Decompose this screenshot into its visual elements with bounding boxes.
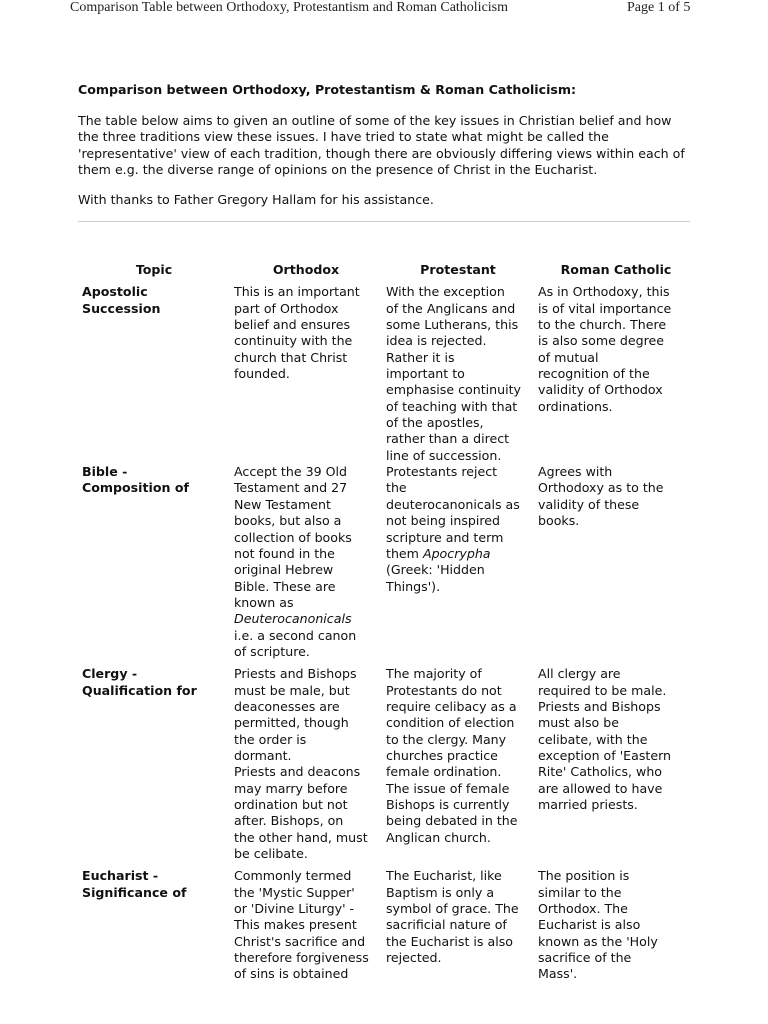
cell-line: is of vital importance <box>538 300 672 316</box>
cell-topic <box>78 666 230 868</box>
cell-line: celibate, with the <box>538 731 648 747</box>
cell-line: required to be male. <box>538 682 667 698</box>
header-topic: Topic <box>135 262 173 277</box>
cell-line: Agrees with <box>538 464 613 480</box>
comparison-table <box>78 262 698 989</box>
header-protestant: Protestant <box>420 262 496 277</box>
cell-line: part of Orthodox <box>234 300 339 316</box>
table-header-row <box>78 262 698 284</box>
cell-line: The Eucharist, like <box>386 868 502 884</box>
cell-line: not being inspired <box>386 513 501 529</box>
cell-line: All clergy are <box>538 666 621 682</box>
cell-line: validity of these <box>538 496 640 512</box>
cell-line: Rather it is <box>386 349 455 365</box>
cell-line: Anglican church. <box>386 829 491 845</box>
cell-line: Composition of <box>82 480 189 496</box>
cell-line: symbol of grace. The <box>386 901 519 917</box>
header-roman-catholic: Roman Catholic <box>560 262 672 277</box>
cell-line: books, but also a <box>234 513 342 529</box>
cell-orthodox <box>230 464 382 666</box>
cell-line: the Eucharist is also <box>386 933 513 949</box>
cell-line: idea is rejected. <box>386 333 487 349</box>
cell-line: sacrifice of the <box>538 950 632 966</box>
cell-line: church that Christ <box>234 349 348 365</box>
cell-line: the order is <box>234 731 307 747</box>
cell-line: the other hand, must <box>234 829 368 845</box>
page-header <box>0 0 768 22</box>
cell-line: or 'Divine Liturgy' - <box>234 901 355 917</box>
cell-line: to the church. There <box>538 317 667 333</box>
cell-line: continuity with the <box>234 333 353 349</box>
cell-line: are allowed to have <box>538 780 663 796</box>
cell-line: similar to the <box>538 884 622 900</box>
cell-line: Protestants reject <box>386 464 498 480</box>
cell-topic <box>78 868 230 988</box>
cell-line: Testament and 27 <box>234 480 348 496</box>
cell-line: them Apocrypha <box>386 545 491 561</box>
cell-orthodox <box>230 666 382 868</box>
cell-line: Priests and Bishops <box>234 666 357 682</box>
cell-line: This makes present <box>234 917 357 933</box>
cell-line: The issue of female <box>386 780 510 796</box>
cell-protestant <box>382 284 534 464</box>
cell-line: Significance of <box>82 884 187 900</box>
cell-line: of the apostles, <box>386 415 484 431</box>
cell-line: of sins is obtained <box>234 966 349 982</box>
cell-line: Eucharist - <box>82 868 159 884</box>
cell-line: some Lutherans, this <box>386 317 519 333</box>
cell-line: of scripture. <box>234 643 310 659</box>
cell-line: (Greek: 'Hidden <box>386 562 485 578</box>
cell-line: known as the 'Holy <box>538 933 658 949</box>
cell-orthodox <box>230 868 382 988</box>
cell-line: is also some degree <box>538 333 664 349</box>
cell-line: Qualification for <box>82 682 197 698</box>
cell-line: deaconesses are <box>234 698 340 714</box>
cell-line: Things'). <box>386 578 441 594</box>
cell-line: of teaching with that <box>386 398 518 414</box>
cell-line: Rite' Catholics, who <box>538 764 663 780</box>
cell-line: Bible. These are <box>234 578 336 594</box>
cell-line: Baptism is only a <box>386 884 495 900</box>
cell-line: With the exception <box>386 284 505 300</box>
cell-line: of mutual <box>538 349 599 365</box>
cell-line: rejected. <box>386 950 442 966</box>
cell-orthodox <box>230 284 382 464</box>
document-body <box>78 82 690 222</box>
cell-line: condition of election <box>386 715 515 731</box>
cell-line: not found in the <box>234 545 335 561</box>
cell-line: ordinations. <box>538 398 613 414</box>
cell-line: Protestants do not <box>386 682 502 698</box>
cell-topic <box>78 284 230 464</box>
cell-line: belief and ensures <box>234 317 351 333</box>
cell-line: Deuterocanonicals <box>234 611 352 627</box>
cell-line: permitted, though <box>234 715 349 731</box>
cell-line: of the Anglicans and <box>386 300 516 316</box>
cell-line: require celibacy as a <box>386 698 517 714</box>
cell-line: founded. <box>234 366 290 382</box>
divider <box>78 221 690 222</box>
cell-line: be celibate. <box>234 846 308 862</box>
cell-catholic <box>534 464 698 666</box>
cell-line: the 'Mystic Supper' <box>234 884 355 900</box>
cell-catholic <box>534 666 698 868</box>
cell-line: Bishops is currently <box>386 797 510 812</box>
cell-line: may marry before <box>234 780 348 796</box>
cell-line: books. <box>538 513 580 529</box>
cell-line: rather than a direct <box>386 431 510 447</box>
cell-line: original Hebrew <box>234 562 334 578</box>
cell-line: Accept the 39 Old <box>234 464 348 480</box>
cell-line: New Testament <box>234 496 331 512</box>
cell-line: therefore forgiveness <box>234 950 369 966</box>
cell-line: the <box>386 480 407 496</box>
cell-line: As in Orthodoxy, this <box>538 284 670 300</box>
cell-line: Eucharist is also <box>538 917 641 933</box>
cell-line: sacrificial nature of <box>386 917 507 933</box>
cell-line: ordination but not <box>234 797 348 812</box>
cell-topic <box>78 464 230 666</box>
cell-line: This is an important <box>234 284 360 300</box>
cell-line: Mass'. <box>538 966 578 982</box>
cell-line: after. Bishops, on <box>234 813 344 829</box>
cell-line: The position is <box>538 868 630 884</box>
cell-line: married priests. <box>538 797 638 812</box>
table-row <box>78 464 698 666</box>
cell-line: validity of Orthodox <box>538 382 663 398</box>
cell-catholic <box>534 284 698 464</box>
cell-line: recognition of the <box>538 366 650 382</box>
table-row <box>78 868 698 988</box>
cell-line: Christ's sacrifice and <box>234 933 366 949</box>
cell-line: line of succession. <box>386 447 502 463</box>
cell-catholic <box>534 868 698 988</box>
cell-line: exception of 'Eastern <box>538 747 672 763</box>
cell-line: deuterocanonicals as <box>386 496 520 512</box>
table-row <box>78 284 698 464</box>
cell-line: important to <box>386 366 465 382</box>
cell-line: emphasise continuity <box>386 382 521 398</box>
page-number: Page 1 of 5 <box>627 0 691 15</box>
cell-line: Orthodoxy as to the <box>538 480 664 496</box>
cell-line: Succession <box>82 300 161 316</box>
cell-protestant <box>382 868 534 988</box>
cell-line: collection of books <box>234 529 352 545</box>
cell-line: Bible - <box>82 464 128 480</box>
cell-line: scripture and term <box>386 529 504 545</box>
cell-line: Commonly termed <box>234 868 352 884</box>
cell-line: i.e. a second canon <box>234 627 357 643</box>
cell-line: must be male, but <box>234 682 350 698</box>
acknowledgement: With thanks to Father Gregory Hallam for his assistance. <box>78 192 434 208</box>
cell-protestant <box>382 464 534 666</box>
cell-line: must also be <box>538 715 619 731</box>
cell-line: The majority of <box>386 666 482 682</box>
cell-protestant <box>382 666 534 868</box>
cell-line: to the clergy. Many <box>386 731 507 747</box>
cell-line: known as <box>234 594 294 610</box>
cell-line: churches practice <box>386 747 498 763</box>
table-row <box>78 666 698 868</box>
header-orthodox: Orthodox <box>272 262 340 277</box>
cell-line: Orthodox. The <box>538 901 628 917</box>
cell-line: Priests and deacons <box>234 764 361 780</box>
cell-line: Priests and Bishops <box>538 698 661 714</box>
cell-line: Apostolic <box>82 284 148 300</box>
page-heading: Comparison between Orthodoxy, Protestantism & Roman Catholicism: <box>78 82 577 97</box>
document-title: Comparison Table between Orthodoxy, Protestantism and Roman Catholicism <box>70 0 509 15</box>
intro-paragraph: The table below aims to given an outline of some of the key issues in Christian belief and how the three traditions view these issues. I have tried to state what might be called the 'representative' view of each tradition, though there are obviously differing views within each of them e.g. the diverse range of opinions on the presence of Christ in the Eucharist. <box>78 113 685 177</box>
cell-line: dormant. <box>234 747 292 763</box>
cell-line: being debated in the <box>386 813 518 829</box>
cell-line: female ordination. <box>386 764 502 780</box>
cell-line: Clergy - <box>82 666 138 682</box>
